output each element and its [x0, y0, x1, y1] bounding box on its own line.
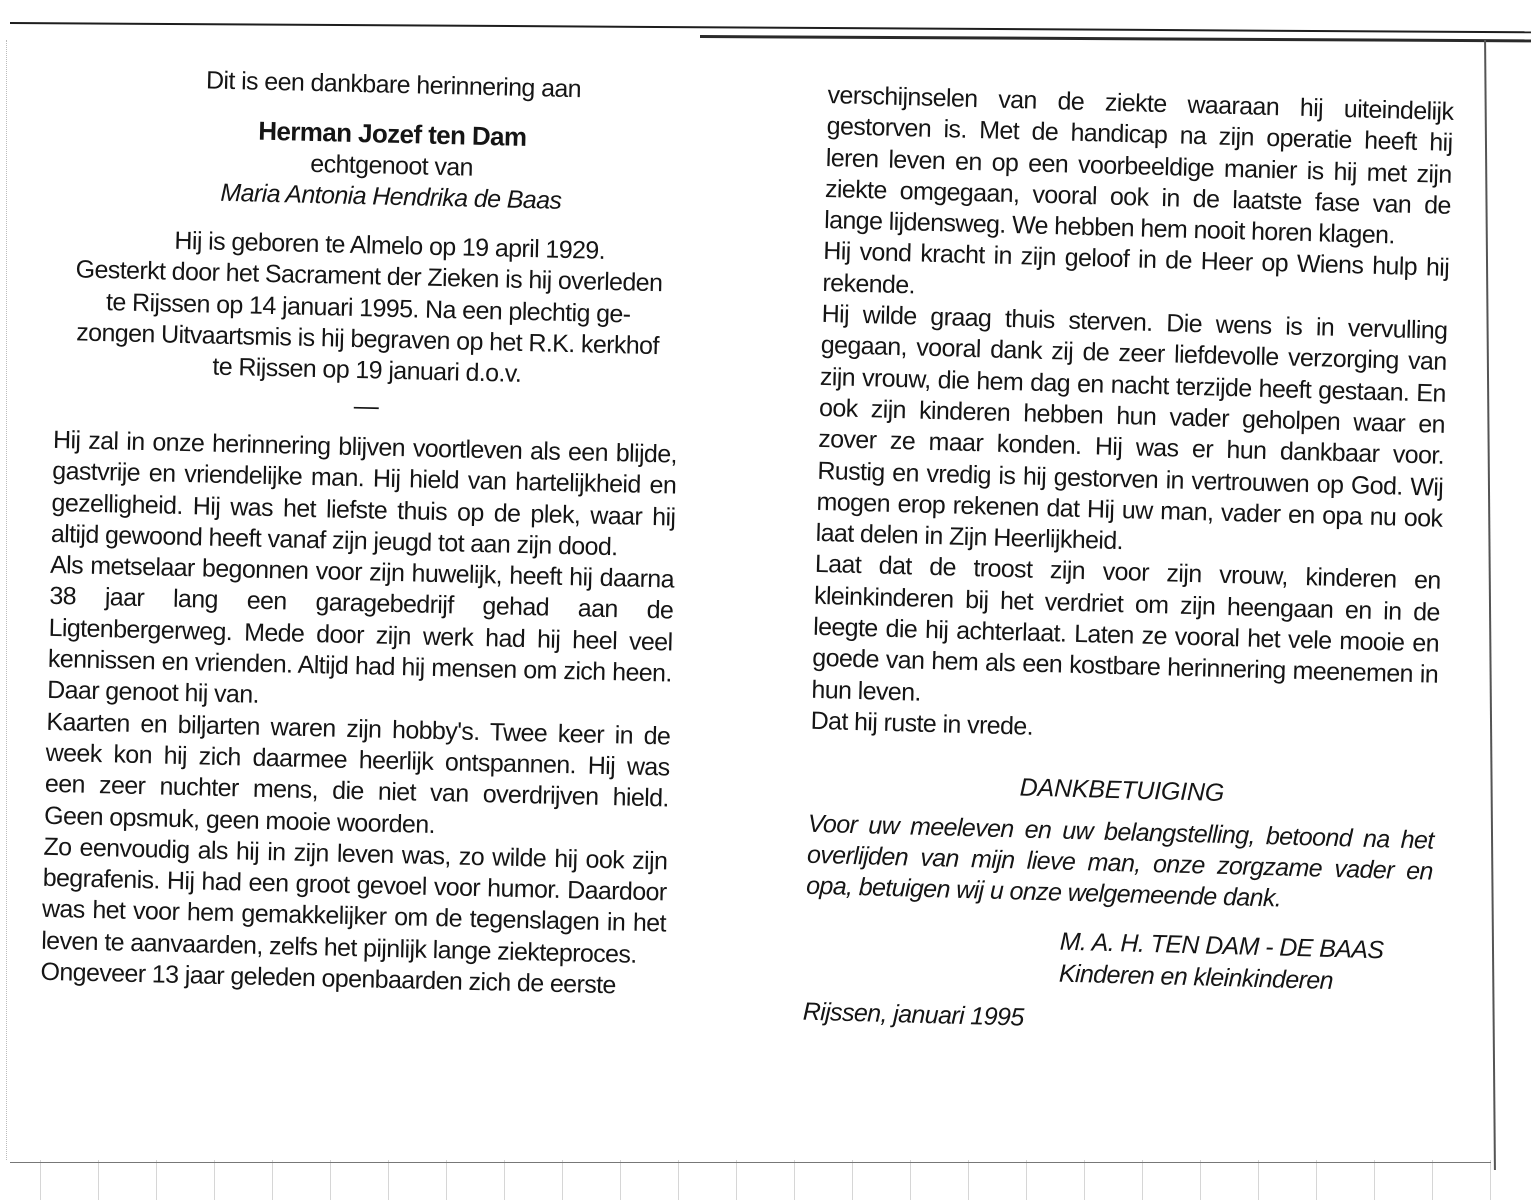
- memorial-paragraph: verschijnselen van de ziekte waaraan hij uiteindelijk gestorven is. Met de handicap na zijn operatie heeft hij leren leven en op een voorbeeldige manier is hij met zijn ziekte omgegaan, vooral ook in de laatste fase van de lange lijdensweg. We hebben hem nooit horen klagen.: [823, 80, 1454, 250]
- place-date: Rijssen, januari 1995: [802, 997, 1024, 1032]
- memorial-paragraph: Kaarten en biljarten waren zijn hobby's. Twee keer in de week kon hij zich daarmee heerlijk ontspannen. Hij was een zeer nuchter mens, die niet van overdrijven hield. Geen opsmuk, geen mooie woorden.: [43, 707, 671, 839]
- scan-bottom-noise: [0, 1160, 1531, 1200]
- closing-line: Dat hij ruste in vrede.: [810, 706, 1034, 741]
- left-column: [40, 62, 686, 1003]
- thanks-heading: DANKBETUIGING: [1019, 773, 1225, 808]
- memorial-paragraph: Hij zal in onze herinnering blijven voortleven als een blijde, gastvrije en vriendelijke man. Hij hield van hartelijkheid en gezelligheid. Hij was het liefste thuis op de plek, waar hij altijd gewoond heeft vanaf zijn jeugd tot aan zijn dood.: [50, 425, 678, 562]
- memorial-paragraph: Als metselaar begonnen voor zijn huwelijk, heeft hij daarna 38 jaar lang een garagebedrijf gehad aan de Ligtenbergerweg. Mede door zijn werk had hij heel veel kennissen en vrienden. Altijd had hij mensen om zich heen. Daar genoot hij van.: [46, 551, 675, 710]
- birth-line: Hij is geboren te Almelo op 19 april 1929.: [174, 226, 606, 266]
- scan-bottom-edge: [10, 1162, 1491, 1163]
- separator-dash: —: [353, 391, 379, 421]
- spouse-label: echtgenoot van: [310, 149, 474, 182]
- death-line: zongen Uitvaartsmis is hij begraven op het R.K. kerkhof: [76, 318, 660, 361]
- intro-line: Dit is een dankbare herinnering aan: [205, 66, 582, 104]
- signature-line: Kinderen en kleinkinderen: [1058, 959, 1334, 995]
- spouse-name: Maria Antonia Hendrika de Baas: [220, 178, 562, 215]
- deceased-name: Herman Jozef ten Dam: [257, 115, 527, 153]
- memorial-paragraph: Laat dat de troost zijn voor zijn vrouw, kinderen en kleinkinderen bij het verdriet om zijn heengaan en in de leegte die hij achterlaat. Laten ze vooral het vele mooie en goede van hem als een kostbare herinnering meenemen in hun leven.: [811, 550, 1442, 707]
- memorial-paragraph: Hij wilde graag thuis sterven. Die wens is in vervulling gegaan, vooral dank zij de zeer liefdevolle verzorging van zijn vrouw, die hem dag en nacht terzijde heeft gestaan. En ook zijn kinderen hebben hun vader geholpen waar en zover ze maar konden. Hij was er hun dankbaar voor. Rustig en vredig is hij gestorven in vertrouwen op God. Wij mogen erop rekenen dat Hij uw man, vader en opa nu ook laat delen in Zijn Heerlijkheid.: [815, 299, 1448, 556]
- memorial-paragraph: Hij vond kracht in zijn geloof in de Heer op Wiens hulp hij rekende.: [822, 237, 1450, 300]
- memorial-paragraph: Ongeveer 13 jaar geleden openbaarden zich de eerste: [40, 957, 617, 1000]
- scan-top-edge: [0, 0, 1531, 30]
- death-line: te Rijssen op 19 januari d.o.v.: [212, 353, 522, 389]
- death-line: te Rijssen op 14 januari 1995. Na een plechtig ge-: [105, 287, 631, 329]
- thanks-text: Voor uw meeleven en uw belangstelling, betoond na het overlijden van mijn lieve man, onze zorgzame vader en opa, betuigen wij u onze welgemeende dank.: [805, 809, 1435, 913]
- scan-right-edge: [1484, 40, 1496, 1170]
- scan-left-edge: [0, 40, 7, 1160]
- right-column: [802, 80, 1453, 1045]
- death-line: Gesterkt door het Sacrament der Zieken is hij overleden: [75, 255, 663, 298]
- scan-edge-line: [700, 35, 1531, 42]
- signature-line: M. A. H. TEN DAM - DE BAAS: [1059, 928, 1384, 965]
- scan-edge-line: [10, 22, 1531, 33]
- memorial-paragraph: Zo eenvoudig als hij in zijn leven was, zo wilde hij ook zijn begrafenis. Hij had een groot gevoel voor humor. Daardoor was het voor hem gemakkelijker om de tegenslagen in het leven te aanvaarden, zelfs het pijnlijk lange ziekteproces.: [40, 832, 668, 969]
